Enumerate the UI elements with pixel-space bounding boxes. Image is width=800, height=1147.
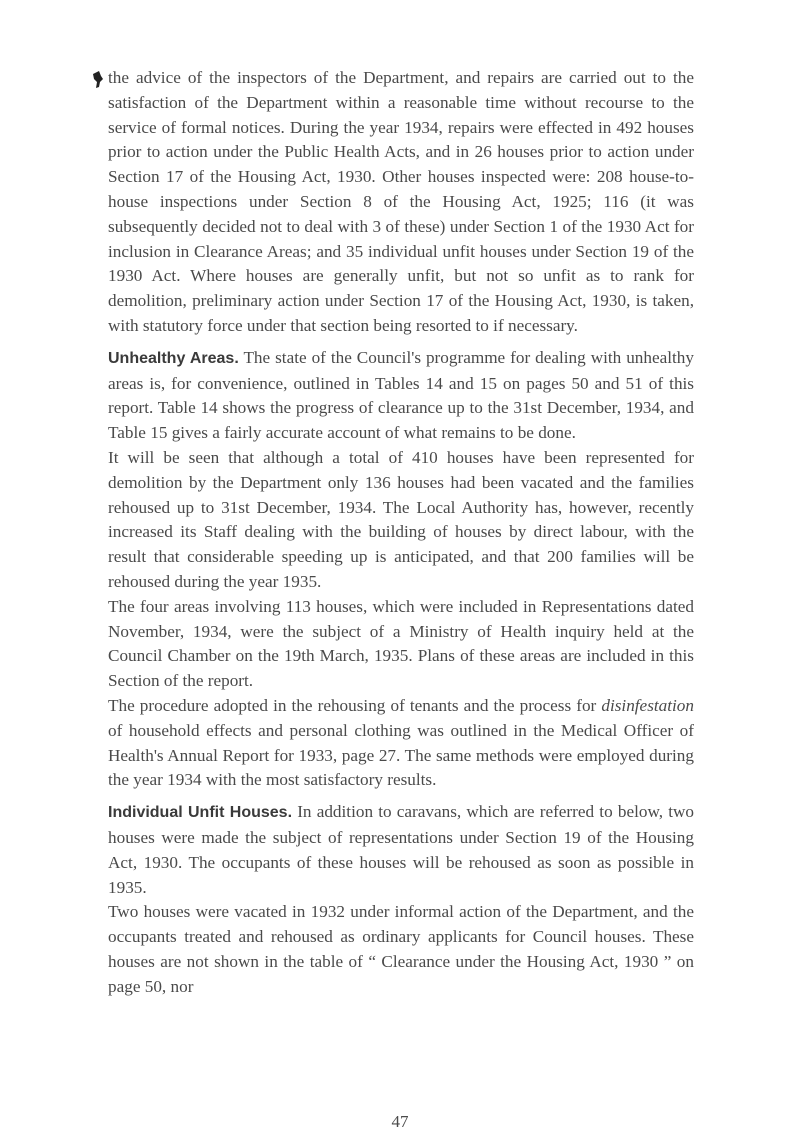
paragraph-4: The four areas involving 113 houses, which were included in Representations dated November, 1934, were the subject of a Ministry of Health inquiry held at the Council Chamber on the 19th March, 1935. Plans of these areas are included in this Section of the report. — [108, 596, 694, 691]
margin-mark-icon — [90, 70, 104, 90]
page-number: 47 — [391, 1112, 409, 1131]
paragraph-3: It will be seen that although a total of 410 houses have been represented for demolition by the Department only 136 houses had been vacated and the families rehoused up to 31st December, 1934. The Local Authority has, however, recently increased its Staff dealing with the building of houses by direct labour, with the result that considerable speeding up is anticipated, and that 200 families will be rehoused during the year 1935. — [108, 447, 694, 591]
paragraph-unhealthy-areas — [108, 346, 694, 446]
paragraph-2-text: The state of the Council's programme for dealing with unhealthy areas is, for convenience, outlined in Tables 14 and 15 on pages 50 and 51 of this report. Table 14 shows the progress of clearance up to the 31st December, 1934, and Table 15 gives a fairly accurate account of what remains to be done. — [108, 347, 694, 443]
paragraph-1: the advice of the inspectors of the Department, and repairs are carried out to the satisfaction of the Department within a reasonable time without recourse to the service of formal notices. During the year 1934, repairs were effected in 492 houses prior to action under the Public Health Acts, and in 26 houses prior to action under Section 17 of the Housing Act, 1930. Other houses inspected were: 208 house-to-house inspections under Section 8 of the Housing Act, 1925; 116 (it was subsequently decided not to deal with 3 of these) under Section 1 of the 1930 Act for inclusion in Clearance Areas; and 35 individual unfit houses under Section 19 of the 1930 Act. Where houses are generally unfit, but not so unfit as to rank for demolition, preliminary action under Section 17 of the Housing Act, 1930, is taken, with statutory force under that section being resorted to if necessary. — [108, 68, 694, 335]
paragraph-5 — [108, 694, 694, 793]
heading-individual-unfit-houses: Individual Unfit Houses. — [108, 804, 293, 822]
heading-unhealthy-areas: Unhealthy Areas. — [108, 349, 239, 367]
paragraph-6-text: In addition to caravans, which are referred to below, two houses were made the subject of representations under Section 19 of the Housing Act, 1930. The occupants of these houses will be rehoused as soon as possible in 1935. — [108, 802, 694, 897]
paragraph-5-text-b: of household effects and personal clothing was outlined in the Medical Officer of Health's Annual Report for 1933, page 27. The same methods were employed during the year 1934 with the most satisfactory results. — [108, 720, 694, 790]
paragraph-7: Two houses were vacated in 1932 under informal action of the Department, and the occupants treated and rehoused as ordinary applicants for Council houses. These houses are not shown in the table of “ Clearance under the Housing Act, 1930 ” on page 50, nor — [108, 902, 694, 996]
paragraph-5-text-a: The procedure adopted in the rehousing of tenants and the process for — [108, 695, 602, 715]
document-body — [108, 66, 694, 999]
paragraph-individual-unfit-houses — [108, 800, 694, 900]
paragraph-5-emphasis: disinfestation — [601, 695, 694, 715]
